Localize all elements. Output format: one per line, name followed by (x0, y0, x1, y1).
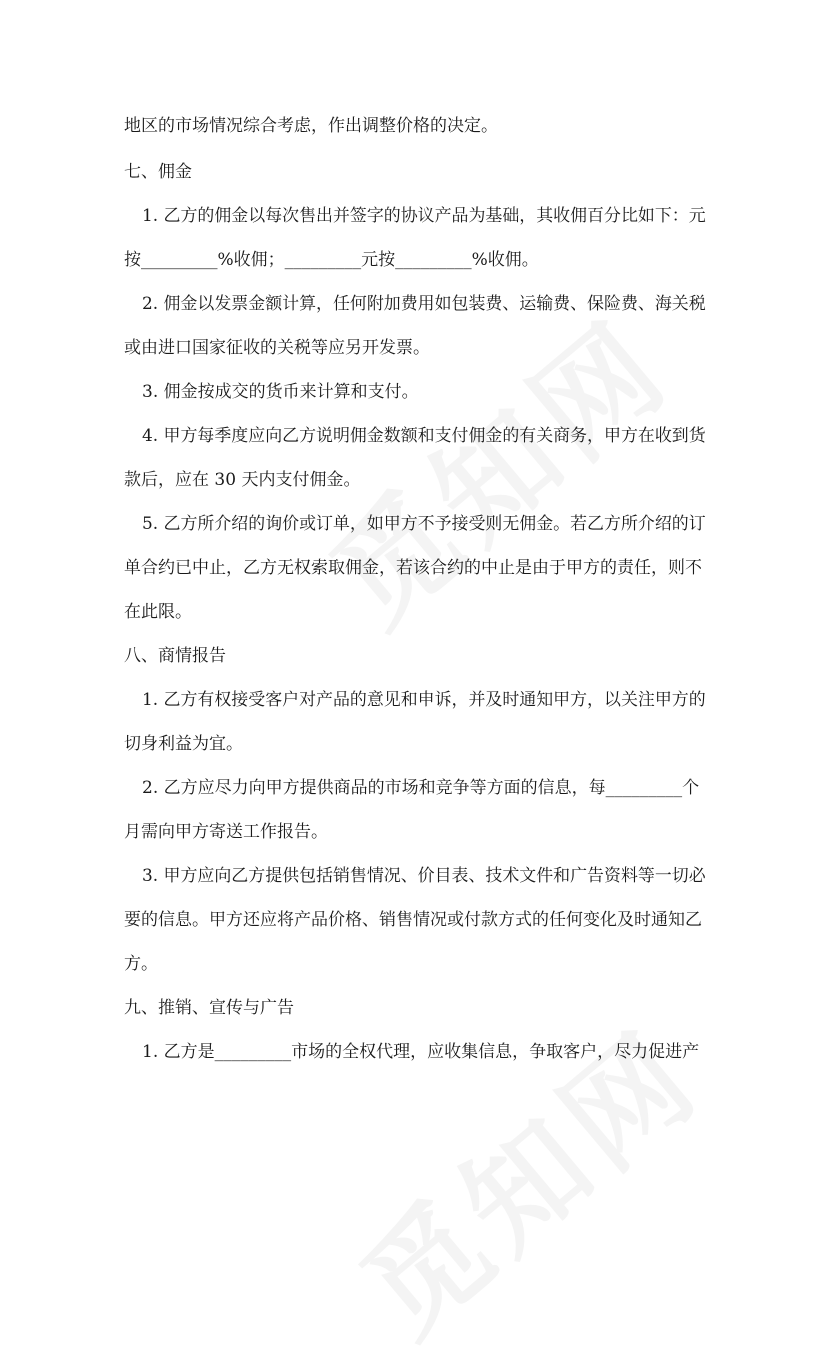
paragraph-line: 或由进口国家征收的关税等应另开发票。 (124, 338, 430, 358)
section-heading: 七、佣金 (124, 162, 192, 182)
paragraph-line: 4. 甲方每季度应向乙方说明佣金数额和支付佣金的有关商务，甲方在收到货 (142, 426, 706, 446)
paragraph-line: 5. 乙方所介绍的询价或订单，如甲方不予接受则无佣金。若乙方所介绍的订 (142, 514, 706, 534)
paragraph-line: 方。 (124, 954, 158, 974)
paragraph-line: 在此限。 (124, 602, 192, 622)
paragraph-line: 1. 乙方有权接受客户对产品的意见和申诉，并及时通知甲方，以关注甲方的 (142, 690, 706, 710)
paragraph-line: 3. 甲方应向乙方提供包括销售情况、价目表、技术文件和广告资料等一切必 (142, 866, 706, 886)
paragraph-line: 要的信息。甲方还应将产品价格、销售情况或付款方式的任何变化及时通知乙 (124, 910, 702, 930)
paragraph-line: 3. 佣金按成交的货币来计算和支付。 (142, 382, 419, 402)
paragraph-line: 1. 乙方的佣金以每次售出并签字的协议产品为基础，其收佣百分比如下：元 (142, 206, 706, 226)
paragraph-line: 月需向甲方寄送工作报告。 (124, 822, 328, 842)
paragraph-line: 按_________%收佣；_________元按_________%收佣。 (124, 250, 539, 270)
paragraph-line: 单合约已中止，乙方无权索取佣金，若该合约的中止是由于甲方的责任，则不 (124, 558, 702, 578)
paragraph-line: 款后，应在 30 天内支付佣金。 (124, 470, 361, 490)
paragraph-line: 2. 乙方应尽力向甲方提供商品的市场和竞争等方面的信息，每_________个 (142, 778, 700, 798)
section-heading: 八、商情报告 (124, 646, 226, 666)
section-heading: 九、推销、宣传与广告 (124, 998, 294, 1018)
paragraph-line: 1. 乙方是_________市场的全权代理，应收集信息，争取客户，尽力促进产 (142, 1042, 700, 1062)
watermark (290, 275, 699, 657)
paragraph-line: 切身利益为宜。 (124, 734, 243, 754)
paragraph-line: 2. 佣金以发票金额计算，任何附加费用如包装费、运输费、保险费、海关税 (142, 294, 706, 314)
paragraph-line: 地区的市场情况综合考虑，作出调整价格的决定。 (124, 116, 498, 136)
